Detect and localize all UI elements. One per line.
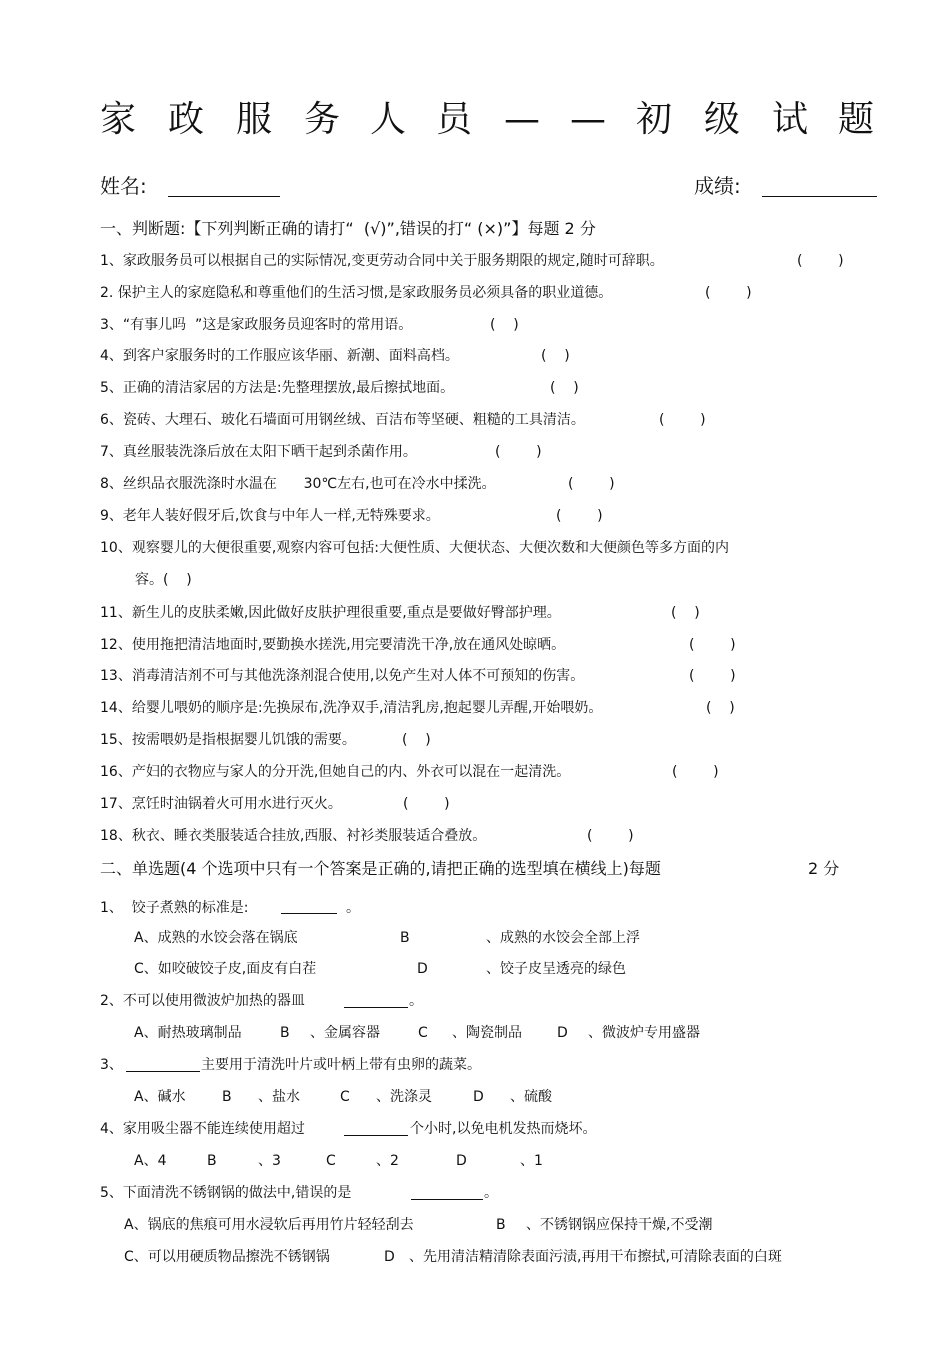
question-text: 5、正确的清洁家居的方法是:先整理摆放,最后擦拭地面。 xyxy=(100,380,455,396)
question-text: 1、家政服务员可以根据自己的实际情况,变更劳动合同中关于服务期限的规定,随时可辞职。 xyxy=(100,253,664,269)
section1-heading: 一、判断题:【下列判断正确的请打“ (√)”,错误的打“ (×)”】每题 2 分 xyxy=(100,219,596,238)
answer-bracket[interactable]: ( ) xyxy=(672,764,719,780)
question-text: 8、丝织品衣服洗涤时水温在 30℃左右,也可在冷水中揉洗。 xyxy=(100,476,496,492)
mc-question-text: 1、 饺子煮熟的标准是: xyxy=(100,900,249,916)
mc-question-text: 5、下面清洗不锈钢锅的做法中,错误的是 xyxy=(100,1185,352,1201)
mc-question-text: 2、不可以使用微波炉加热的器皿 xyxy=(100,993,305,1009)
option-letter: D xyxy=(417,961,428,977)
option-text: 、金属容器 xyxy=(310,1025,380,1041)
option-letter: D xyxy=(557,1025,568,1041)
answer-bracket[interactable]: ( ) xyxy=(568,476,615,492)
mc-question-text: 主要用于清洗叶片或叶柄上带有虫卵的蔬菜。 xyxy=(201,1057,481,1073)
option-text: 、微波炉专用盛器 xyxy=(588,1025,700,1041)
option-letter: C xyxy=(326,1153,336,1169)
answer-bracket[interactable]: ( ) xyxy=(550,380,579,396)
name-field[interactable] xyxy=(168,196,280,197)
option-letter: B xyxy=(207,1153,217,1169)
answer-bracket[interactable]: ( ) xyxy=(689,668,736,684)
answer-blank[interactable] xyxy=(126,1071,200,1072)
option-text: 、1 xyxy=(520,1153,543,1169)
option-text: 、饺子皮呈透亮的绿色 xyxy=(486,961,626,977)
option-text: 、陶瓷制品 xyxy=(452,1025,522,1041)
score-label: 成绩: xyxy=(694,174,741,198)
title-char: 员 xyxy=(436,99,473,140)
question-text: 16、产妇的衣物应与家人的分开洗,但她自己的内、外衣可以混在一起清洗。 xyxy=(100,764,571,780)
question-text: 17、烹饪时油锅着火可用水进行灭火。 xyxy=(100,796,342,812)
title-char: 试 xyxy=(772,99,809,140)
option-text: 、3 xyxy=(258,1153,281,1169)
mc-question-text: 3、 xyxy=(100,1057,123,1073)
question-text: 13、消毒清洁剂不可与其他洗涤剂混合使用,以免产生对人体不可预知的伤害。 xyxy=(100,668,585,684)
option-text: C、如咬破饺子皮,面皮有白茬 xyxy=(134,961,317,977)
option-text: 、2 xyxy=(376,1153,399,1169)
title-char: 服 xyxy=(236,99,273,140)
option-text: 、洗涤灵 xyxy=(376,1089,432,1105)
title-char: — xyxy=(504,99,540,140)
name-label: 姓名: xyxy=(100,174,147,198)
title-char: 初 xyxy=(636,99,673,140)
question-text: 18、秋衣、睡衣类服装适合挂放,西服、衬衫类服装适合叠放。 xyxy=(100,828,487,844)
option-text: 、硫酸 xyxy=(510,1089,552,1105)
mc-question-text: 。 xyxy=(346,900,360,916)
question-text: 7、真丝服装洗涤后放在太阳下晒干起到杀菌作用。 xyxy=(100,444,417,460)
answer-bracket[interactable]: ( ) xyxy=(556,508,603,524)
option-letter: B xyxy=(496,1217,506,1233)
option-text: A、锅底的焦痕可用水浸软后再用竹片轻轻刮去 xyxy=(124,1217,414,1233)
question-text: 3、“有事儿吗 ”这是家政服务员迎客时的常用语。 xyxy=(100,317,413,333)
option-text: A、成熟的水饺会落在锅底 xyxy=(134,930,298,946)
option-letter: C xyxy=(340,1089,350,1105)
mc-question-text: 。 xyxy=(409,993,423,1009)
option-text: 、先用清洁精清除表面污渍,再用干布擦拭,可清除表面的白斑 xyxy=(409,1249,782,1265)
option-text: A、碱水 xyxy=(134,1089,186,1105)
answer-bracket[interactable]: ( ) xyxy=(705,285,752,301)
question-text: 10、观察婴儿的大便很重要,观察内容可包括:大便性质、大便状态、大便次数和大便颜色等多方面的内 xyxy=(100,540,729,556)
answer-blank[interactable] xyxy=(281,913,337,914)
answer-bracket[interactable]: ( ) xyxy=(689,637,736,653)
answer-blank[interactable] xyxy=(344,1007,408,1008)
answer-bracket[interactable]: ( ) xyxy=(402,732,431,748)
answer-blank[interactable] xyxy=(344,1135,408,1136)
answer-bracket[interactable]: ( ) xyxy=(706,700,735,716)
question-text: 9、老年人装好假牙后,饮食与中年人一样,无特殊要求。 xyxy=(100,508,440,524)
option-letter: D xyxy=(473,1089,484,1105)
score-field[interactable] xyxy=(762,196,877,197)
answer-bracket[interactable]: ( ) xyxy=(490,317,519,333)
section2-score: 2 分 xyxy=(808,859,840,878)
mc-question-text: 个小时,以免电机发热而烧坏。 xyxy=(410,1121,597,1137)
question-text: 12、使用拖把清洁地面时,要勤换水搓洗,用完要清洗干净,放在通风处晾晒。 xyxy=(100,637,566,653)
question-text: 6、瓷砖、大理石、玻化石墙面可用钢丝绒、百洁布等坚硬、粗糙的工具清洁。 xyxy=(100,412,585,428)
option-text: 、不锈钢锅应保持干燥,不受潮 xyxy=(526,1217,713,1233)
title-char: 人 xyxy=(370,99,407,140)
option-letter: D xyxy=(384,1249,395,1265)
section2-heading: 二、单选题(4 个选项中只有一个答案是正确的,请把正确的选型填在横线上)每题 xyxy=(100,859,661,878)
question-text: 2. 保护主人的家庭隐私和尊重他们的生活习惯,是家政服务员必须具备的职业道德。 xyxy=(100,285,613,301)
answer-bracket[interactable]: ( ) xyxy=(659,412,706,428)
answer-bracket[interactable]: ( ) xyxy=(495,444,542,460)
answer-bracket[interactable]: ( ) xyxy=(587,828,634,844)
title-char: 政 xyxy=(168,99,205,140)
answer-bracket[interactable]: ( ) xyxy=(541,348,570,364)
question-text: 14、给婴儿喂奶的顺序是:先换尿布,洗净双手,清洁乳房,抱起婴儿弄醒,开始喂奶。 xyxy=(100,700,603,716)
option-text: 、盐水 xyxy=(258,1089,300,1105)
title-char: 题 xyxy=(838,99,875,140)
question-text: 11、新生儿的皮肤柔嫩,因此做好皮肤护理很重要,重点是要做好臀部护理。 xyxy=(100,605,561,621)
title-char: 级 xyxy=(704,99,741,140)
question-text: 4、到客户家服务时的工作服应该华丽、新潮、面料高档。 xyxy=(100,348,459,364)
question-text: 15、按需喂奶是指根据婴儿饥饿的需要。 xyxy=(100,732,356,748)
option-letter: D xyxy=(456,1153,467,1169)
answer-blank[interactable] xyxy=(411,1199,483,1200)
option-text: C、可以用硬质物品擦洗不锈钢锅 xyxy=(124,1249,330,1265)
title-char: 务 xyxy=(304,99,341,140)
title-char: — xyxy=(570,99,606,140)
title-char: 家 xyxy=(100,99,137,140)
option-letter: B xyxy=(280,1025,290,1041)
mc-question-text: 。 xyxy=(484,1185,498,1201)
answer-bracket[interactable]: ( ) xyxy=(671,605,700,621)
option-letter: B xyxy=(222,1089,232,1105)
option-text: 、成熟的水饺会全部上浮 xyxy=(486,930,640,946)
option-letter: B xyxy=(400,930,410,946)
option-letter: C xyxy=(418,1025,428,1041)
option-text: A、4 xyxy=(134,1153,167,1169)
answer-bracket[interactable]: ( ) xyxy=(403,796,450,812)
option-text: A、耐热玻璃制品 xyxy=(134,1025,242,1041)
question-text: 容。( ) xyxy=(135,572,192,588)
answer-bracket[interactable]: ( ) xyxy=(797,253,844,269)
mc-question-text: 4、家用吸尘器不能连续使用超过 xyxy=(100,1121,305,1137)
